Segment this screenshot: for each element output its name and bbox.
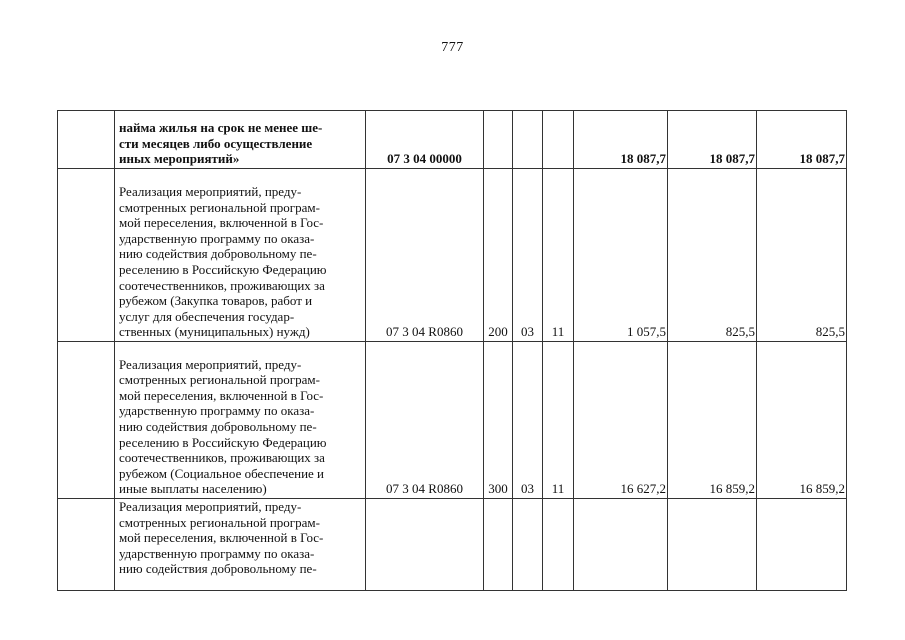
value-cell-1: 16 627,2 — [574, 342, 668, 499]
value-cell-1 — [574, 499, 668, 591]
code-cell: 07 3 04 R0860 — [366, 342, 484, 499]
code-cell — [366, 499, 484, 591]
page-number: 777 — [441, 40, 464, 55]
expense-type-cell: 200 — [484, 169, 513, 342]
description-cell: Реализация мероприятий, преду- смотренных региональной програм- мой переселения, включенной в Гос- ударственную программу по оказа- нию содействия добровольному пе- реселению в Российскую Федерацию соотечественников, проживающих за рубежом (Закупка товаров, работ и услуг для обеспечения государ- ственных (муниципальных) нужд) — [115, 169, 366, 342]
section-cell — [513, 111, 543, 169]
section-cell: 03 — [513, 342, 543, 499]
section-cell — [513, 499, 543, 591]
value-cell-2: 825,5 — [668, 169, 757, 342]
row-index-cell — [58, 342, 115, 499]
row-index-cell — [58, 499, 115, 591]
code-cell: 07 3 04 00000 — [366, 111, 484, 169]
row-index-cell — [58, 169, 115, 342]
table-row — [58, 499, 847, 591]
value-cell-1: 1 057,5 — [574, 169, 668, 342]
value-cell-3 — [757, 499, 847, 591]
row-index-cell — [58, 111, 115, 169]
table-row — [58, 342, 847, 499]
budget-table — [57, 110, 847, 591]
value-cell-2: 18 087,7 — [668, 111, 757, 169]
code-cell: 07 3 04 R0860 — [366, 169, 484, 342]
expense-type-cell — [484, 111, 513, 169]
table-row — [58, 111, 847, 169]
description-cell: найма жилья на срок не менее ше- сти месяцев либо осуществление иных мероприятий» — [115, 111, 366, 169]
expense-type-cell: 300 — [484, 342, 513, 499]
value-cell-2: 16 859,2 — [668, 342, 757, 499]
subsection-cell — [543, 499, 574, 591]
table-row — [58, 169, 847, 342]
value-cell-3: 16 859,2 — [757, 342, 847, 499]
expense-type-cell — [484, 499, 513, 591]
subsection-cell: 11 — [543, 169, 574, 342]
description-cell: Реализация мероприятий, преду- смотренных региональной програм- мой переселения, включенной в Гос- ударственную программу по оказа- нию содействия добровольному пе- — [115, 499, 366, 591]
subsection-cell: 11 — [543, 342, 574, 499]
value-cell-3: 825,5 — [757, 169, 847, 342]
value-cell-2 — [668, 499, 757, 591]
description-cell: Реализация мероприятий, преду- смотренных региональной програм- мой переселения, включенной в Гос- ударственную программу по оказа- нию содействия добровольному пе- реселению в Российскую Федерацию соотечественников, проживающих за рубежом (Социальное обеспечение и иные выплаты населению) — [115, 342, 366, 499]
subsection-cell — [543, 111, 574, 169]
section-cell: 03 — [513, 169, 543, 342]
value-cell-3: 18 087,7 — [757, 111, 847, 169]
value-cell-1: 18 087,7 — [574, 111, 668, 169]
